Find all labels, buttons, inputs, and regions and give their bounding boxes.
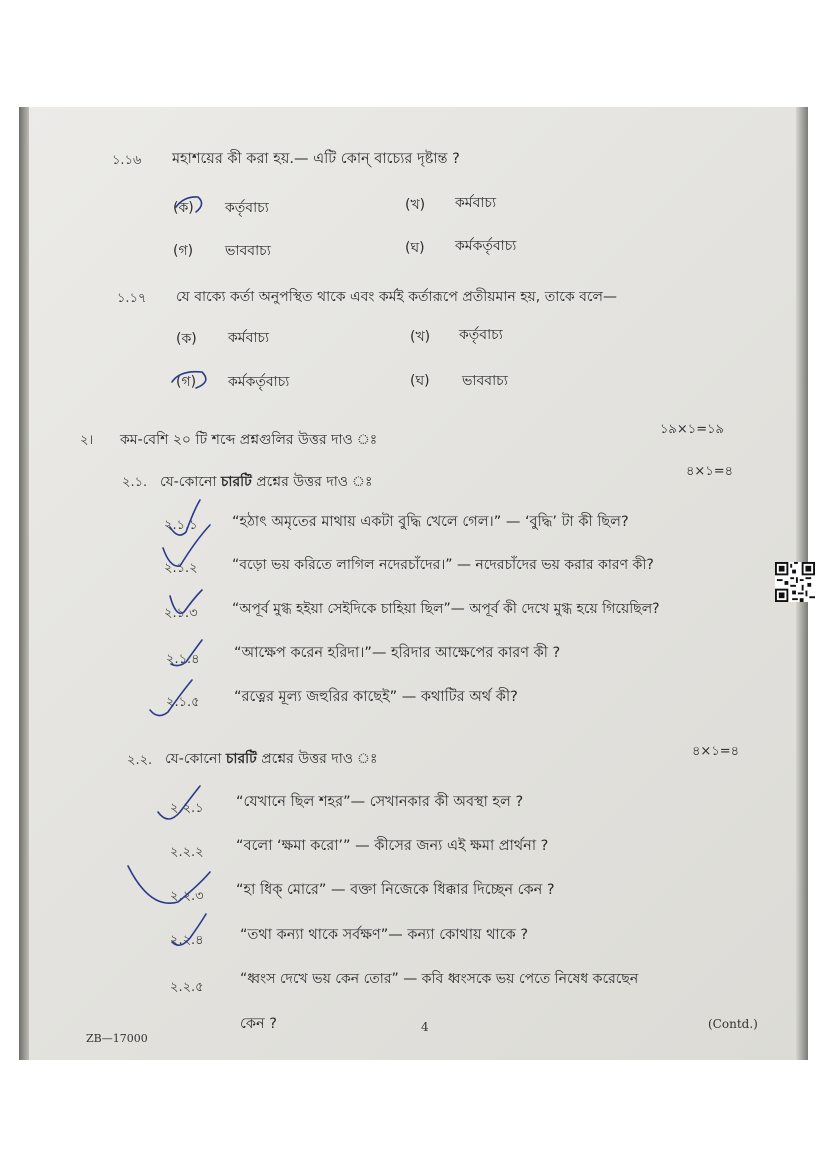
subsection-instruction: যে-কোনো চারটি প্রশ্নের উত্তর দাও ঃ <box>160 474 373 490</box>
item-number: ২.১.১ <box>164 518 198 533</box>
subsection-number: ২.২. <box>127 753 153 768</box>
option-circle-mark <box>172 372 206 388</box>
option-label: (গ) <box>173 243 194 259</box>
subsection-marks: ৪×১=৪ <box>692 744 740 759</box>
option-label: (খ) <box>405 197 426 213</box>
item-number: ২.২.২ <box>170 845 204 860</box>
item-text: “আক্ষেপ করেন হরিদা।”— হরিদার আক্ষেপের কারণ কী ? <box>234 645 561 661</box>
option-label: (গ) <box>176 374 197 390</box>
tick-mark <box>150 680 192 716</box>
question-number: ১.১৬ <box>112 153 142 168</box>
item-number: ২.১.২ <box>164 561 198 576</box>
item-number: ২.২.৪ <box>170 933 204 948</box>
item-number: ২.১.৩ <box>164 606 198 621</box>
option-text: কর্তৃবাচ্য <box>459 327 503 343</box>
item-text: “তথা কন্যা থাকে সর্বক্ষণ”— কন্যা কোথায় থাকে ? <box>240 927 529 943</box>
option-text: কর্মকর্তৃবাচ্য <box>455 238 517 254</box>
tick-mark <box>171 640 202 666</box>
option-text: কর্মবাচ্য <box>455 195 497 211</box>
subsection-number: ২.১. <box>122 475 148 490</box>
section-marks: ১৯×১=১৯ <box>660 422 724 437</box>
item-text: “ধ্বংস দেখে ভয় কেন তোর” — কবি ধ্বংসকে ভয় পেতে নিষেধ করেছেন <box>240 971 639 987</box>
option-label: (খ) <box>410 329 431 345</box>
section-number: ২। <box>80 433 94 448</box>
option-text: ভাববাচ্য <box>225 243 271 259</box>
item-text: “হা ধিক্ মোরে” — বক্তা নিজেকে ধিক্কার দিচ্ছেন কেন ? <box>236 882 555 898</box>
item-number: ২.২.১ <box>170 801 204 816</box>
item-text: “যেখানে ছিল শহর”— সেখানকার কী অবস্থা হল ? <box>236 794 524 810</box>
item-number: ২.১.৫ <box>166 695 200 710</box>
option-label: (ঘ) <box>405 240 425 256</box>
item-text: “অপূর্ব মুগ্ধ হইয়া সেইদিকে চাহিয়া ছিল”— অপূর্ব কী দেখে মুগ্ধ হয়ে গিয়েছিল? <box>232 601 660 617</box>
subsection-instruction: যে-কোনো চারটি প্রশ্নের উত্তর দাও ঃ <box>165 751 378 767</box>
tick-mark <box>158 786 200 819</box>
option-text: কর্মবাচ্য <box>228 330 270 346</box>
option-text: কর্মকর্তৃবাচ্য <box>228 374 290 390</box>
section-instruction: কম-বেশি ২০ টি শব্দে প্রশ্নগুলির উত্তর দাও ঃ <box>120 432 378 448</box>
paper-code: ZB—17000 <box>86 1032 148 1045</box>
item-text: “বড়ো ভয় করিতে লাগিল নদেরচাঁদের।” — নদেরচাঁদের ভয় করার কারণ কী? <box>232 557 654 573</box>
page-number: 4 <box>421 1020 429 1034</box>
tick-mark <box>170 500 200 535</box>
question-number: ১.১৭ <box>117 291 147 306</box>
subsection-marks: ৪×১=৪ <box>686 464 734 479</box>
item-text-continuation: কেন ? <box>240 1016 277 1032</box>
option-circle-mark <box>176 197 202 212</box>
continued-label: (Contd.) <box>708 1017 758 1031</box>
option-text: কর্তৃবাচ্য <box>225 200 269 216</box>
item-number: ২.২.৫ <box>170 980 204 995</box>
option-label: (ক) <box>176 331 197 347</box>
tick-mark <box>128 866 210 903</box>
qr-code-icon <box>775 562 815 602</box>
tick-mark <box>172 914 206 945</box>
question-text: মহাশয়ের কী করা হয়.— এটি কোন্ বাচ্যের দৃষ্টান্ত ? <box>172 151 460 167</box>
item-number: ২.২.৩ <box>170 889 204 904</box>
option-text: ভাববাচ্য <box>462 373 508 389</box>
option-label: (ক) <box>173 200 194 216</box>
item-text: “রত্নের মূল্য জহুরির কাছেই” — কথাটির অর্থ কী? <box>234 689 518 705</box>
tick-mark <box>170 590 202 613</box>
question-text: যে বাক্যে কর্তা অনুপস্থিত থাকে এবং কর্মই কর্তারূপে প্রতীয়মান হয়, তাকে বলে— <box>176 289 617 305</box>
item-text: “হঠাৎ অমৃতের মাথায় একটা বুদ্ধি খেলে গেল।” — ‘বুদ্ধি’ টা কী ছিল? <box>232 514 629 530</box>
option-label: (ঘ) <box>410 373 430 389</box>
item-text: “বলো ‘ক্ষমা করো’” — কীসের জন্য এই ক্ষমা প্রার্থনা ? <box>236 838 549 854</box>
item-number: ২.১.৪ <box>166 652 200 667</box>
